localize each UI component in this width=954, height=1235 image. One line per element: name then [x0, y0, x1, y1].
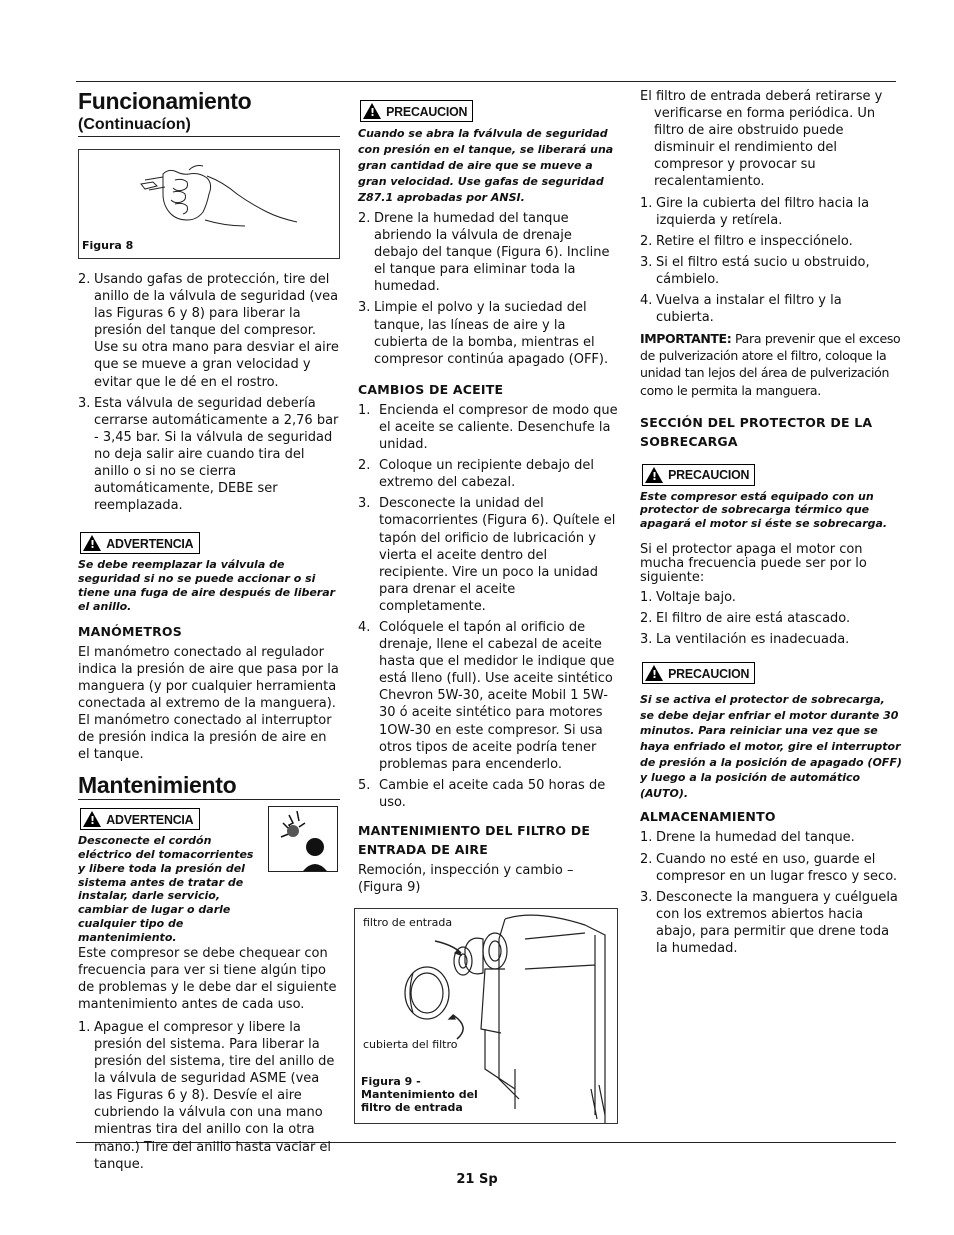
advertencia-badge: ! ADVERTENCIA	[80, 532, 200, 554]
label-intake-filter: filtro de entrada	[363, 916, 453, 930]
list-maintenance-steps	[78, 1019, 340, 1173]
heading-oil-change: CAMBIOS DE ACEITE	[358, 381, 504, 397]
warning-triangle-icon: !	[83, 811, 101, 827]
caution-text-cooldown: Si se activa el protector de sobrecarga, se debe dejar enfriar el motor durante 30 minutos. Para reiniciar una vez que se haya enfriado el motor, gire el interruptor de presión a la posición de apagado (OFF) y luego a la posición de automático (AUTO).	[640, 693, 902, 800]
important-note: IMPORTANTE: Para prevenir que el exceso de pulverización atore el filtro, coloque la unidad tan lejos del área de pulverización como le permita la manguera.	[640, 331, 901, 398]
list-item: 3. La ventilación es inadecuada.	[640, 632, 850, 648]
list-item: 1. Drene la humedad del tanque.	[640, 830, 855, 846]
heading-storage: ALMACENAMIENTO	[640, 809, 776, 825]
section-subtitle: (Continuacíon)	[78, 116, 340, 137]
list-item: 3. Limpie el polvo y la suciedad del tanque, las líneas de aire y la cubierta de la bomba, mientras el compresor continúa apagado (OFF).	[358, 300, 609, 367]
figure-8-caption: Figura 8	[82, 239, 134, 252]
warning-triangle-icon: !	[645, 467, 663, 483]
warning-text-valve: Se debe reemplazar la válvula de seguridad si no se puede accionar o si tiene una fuga de aire después de liberar el anillo.	[78, 558, 336, 613]
column-2	[358, 88, 620, 1124]
filter-intro-text: Remoción, inspección y cambio – (Figura 9)	[358, 863, 574, 896]
list-item: 2. Retire el filtro e inspecciónelo.	[640, 233, 853, 249]
manometros-text: El manómetro conectado al regulador indica la presión de aire que pasa por la manguera (y por cualquier herramienta conectada al extremo de la manguera). El manómetro conectado al interruptor de presión indica la presión de aire en el tanque.	[78, 644, 339, 763]
list-item: 3. Esta válvula de seguridad debería cerrarse automáticamente a 2,76 bar - 3,45 bar. Si la válvula de seguridad no deja salir aire cuando tira del anillo o si no se cierra automáticamente, DEBE ser reemplazada.	[78, 395, 339, 514]
list-item: 2. Usando gafas de protección, tire del anillo de la válvula de seguridad (vea las Figuras 6 y 8) para liberar la presión del tanque del compresor. Use su otra mano para desviar el aire que se mueve a gran velocidad y evitar que le dé en el rostro.	[78, 272, 339, 390]
list-item: 1. Apague el compresor y libere la presión del sistema. Para liberar la presión del sistema, tire del anillo de la válvula de seguridad ASME (vea las Figuras 6 y 8). Desvíe el aire cubriendo la válvula con una mano mientras tira del anillo con la otra mano.) Tire del anillo hasta vaciar el tanque.	[78, 1019, 335, 1172]
list-item: 2. Coloque un recipiente debajo del extremo del cabezal.	[358, 458, 595, 491]
figure-9	[354, 908, 618, 1124]
important-label: IMPORTANTE:	[640, 331, 732, 347]
list-drain-steps	[358, 210, 620, 368]
list-item: 3. Si el filtro está sucio u obstruido, cámbielo.	[640, 254, 870, 287]
warning-triangle-icon: !	[83, 535, 101, 551]
list-item: 4. Vuelva a instalar el filtro y la cubierta.	[640, 293, 842, 326]
list-filter-steps	[640, 195, 902, 327]
advertencia-badge-2: ! ADVERTENCIA	[80, 808, 200, 830]
list-item: 1. Encienda el compresor de modo que el aceite se caliente. Desenchufe la unidad.	[358, 402, 618, 453]
list-item: 2. El filtro de aire está atascado.	[640, 611, 851, 627]
maintenance-intro-text: Este compresor se debe chequear con frecuencia para ver si tiene algún tipo de problemas y le debe dar el siguiente mantenimiento antes de cada uso.	[78, 945, 337, 1012]
precaucion-badge-3: ! PRECAUCION	[642, 662, 755, 684]
list-item: 4. Colóquele el tapón al orificio de drenaje, llene el cabezal de aceite hasta que el medidor le indique que está lleno (full). Use aceite sintético Chevron 5W-30, aceite Mobil 1 5W-30 ó aceite sintético para motores 1OW-30 en este compresor. Si usa otros tipos de aceite podría tener problemas para encenderlo.	[358, 619, 615, 772]
hand-valve-illustration	[79, 150, 341, 240]
list-item: 1. Voltaje bajo.	[640, 589, 736, 605]
filter-intro-block	[640, 88, 902, 191]
section-title-mantenimiento: Mantenimiento	[78, 771, 340, 800]
heading-overload: SECCIÓN DEL PROTECTOR DE LA SOBRECARGA	[640, 414, 873, 449]
precaucion-badge-2: ! PRECAUCION	[642, 464, 755, 486]
caution-text-valve: Cuando se abra la fválvula de seguridad con presión en el tanque, se liberará una gran cantidad de aire que se mueve a gran velocidad. Use gafas de seguridad Z87.1 aprobadas por ANSI.	[358, 127, 614, 204]
precaucion-badge: ! PRECAUCION	[360, 100, 473, 122]
page-number: 21 Sp	[456, 1172, 498, 1187]
overload-text: Si el protector apaga el motor con mucha frecuencia puede ser por lo siguiente:	[640, 541, 867, 585]
figure-8	[78, 149, 340, 259]
warning-triangle-icon: !	[363, 103, 381, 119]
top-rule	[76, 81, 896, 82]
warning-triangle-icon: !	[645, 665, 663, 681]
list-item: 3. Desconecte la unidad del tomacorrientes (Figura 6). Quítele el tapón del orificio de lubricación y vierta el aceite dentro del recipiente. Vire un poco la unidad para drenar el aceite completamente.	[358, 496, 616, 614]
list-item: 2. Drene la humedad del tanque abriendo la válvula de drenaje debajo del tanque (Figura 6). Incline el tanque para eliminar toda la humedad.	[358, 211, 610, 295]
list-safety-valve-steps	[78, 271, 340, 514]
column-3	[640, 88, 902, 961]
label-filter-cover: cubierta del filtro	[363, 1038, 458, 1052]
column-1	[78, 88, 340, 1177]
heading-air-filter: MANTENIMIENTO DEL FILTRO DE ENTRADA DE AIRE	[358, 823, 591, 857]
list-overload-causes	[640, 589, 902, 648]
list-item: 1. Gire la cubierta del filtro hacia la izquierda y retírela.	[640, 195, 870, 228]
list-oil-steps	[358, 402, 620, 811]
section-title-funcionamiento: Funcionamiento	[78, 88, 252, 114]
caution-text-overload: Este compresor está equipado con un protector de sobrecarga térmico que apagará el motor si éste se sobrecarga.	[640, 489, 888, 531]
list-item: 2. Cuando no esté en uso, guarde el compresor en un lugar fresco y seco.	[640, 851, 898, 884]
warning-text-disconnect: Desconecte el cordón eléctrico del tomacorrientes y libere toda la presión del sistema antes de tratar de instalar, darle servicio, cambiar de lugar o darle cualquier tipo de mantenimiento.	[78, 834, 254, 944]
list-item: El filtro de entrada deberá retirarse y verificarse en forma periódica. Un filtro de aire obstruido puede disminuir el rendimiento del compresor y provocar su recalentamiento.	[640, 89, 883, 190]
heading-manometros: MANÓMETROS	[78, 623, 182, 639]
figure-9-caption: Figura 9 - Mantenimiento del filtro de entrada	[361, 1075, 478, 1115]
list-item: 5. Cambie el aceite cada 50 horas de uso.	[358, 777, 606, 810]
list-storage-steps	[640, 829, 902, 957]
electric-shock-icon	[268, 806, 338, 872]
list-item: 3. Desconecte la manguera y cuélguela con los extremos abiertos hacia abajo, para permitir que drene toda la humedad.	[640, 889, 898, 956]
